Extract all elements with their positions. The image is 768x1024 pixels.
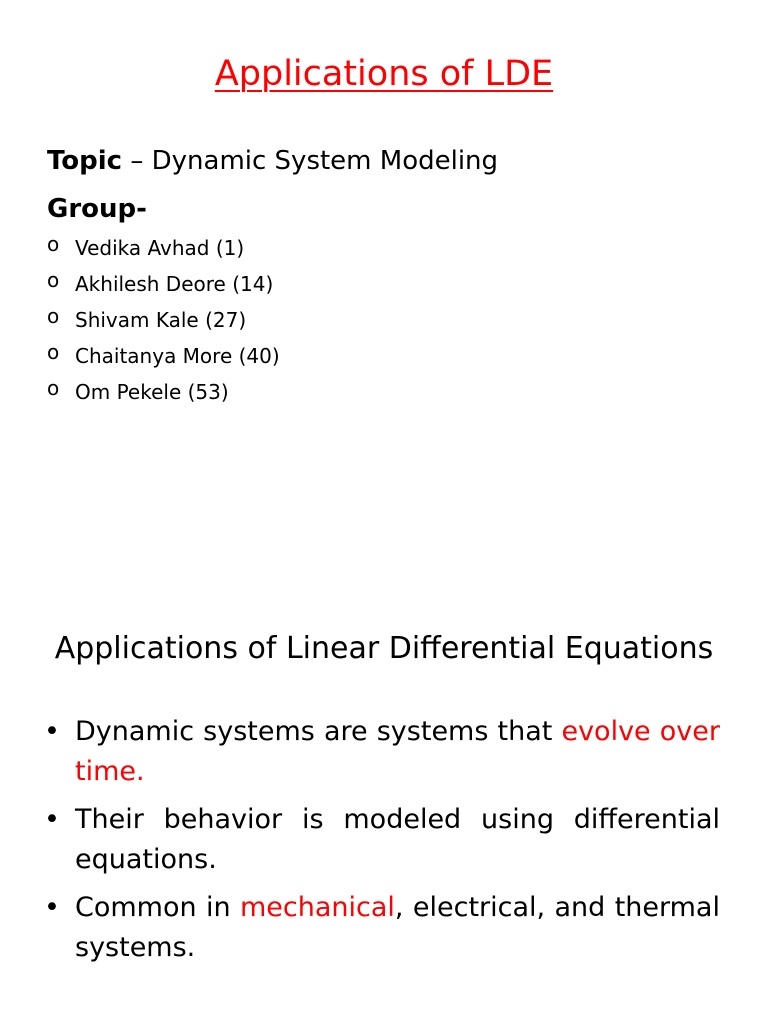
- bullet-point: [44, 888, 720, 968]
- point-text: Their behavior is modeled using differential equations.: [75, 804, 720, 875]
- member-item: [47, 232, 280, 268]
- point-highlight: evolve over time.: [75, 716, 720, 787]
- group-label: Group-: [47, 194, 147, 224]
- member-item: [47, 304, 280, 340]
- topic-label: Topic: [47, 146, 123, 176]
- topic-value: Dynamic System Modeling: [151, 146, 499, 176]
- point-text: Common in: [75, 892, 240, 923]
- bullet-point: [44, 800, 720, 880]
- point-text: , electrical, and thermal systems.: [75, 892, 720, 963]
- member-name: Akhilesh Deore (14): [75, 272, 274, 296]
- circle-bullet-icon: o: [47, 232, 60, 256]
- bullet-point-list: [44, 712, 720, 976]
- circle-bullet-icon: o: [47, 268, 60, 292]
- topic-line: [47, 143, 498, 179]
- circle-bullet-icon: o: [47, 376, 60, 400]
- member-name: Om Pekele (53): [75, 380, 229, 404]
- point-text: Dynamic systems are systems that: [75, 716, 562, 747]
- point-highlight: mechanical: [240, 892, 395, 923]
- topic-dash: –: [122, 146, 152, 176]
- member-name: Vedika Avhad (1): [75, 236, 245, 260]
- member-item: [47, 268, 280, 304]
- member-list: [47, 232, 280, 412]
- bullet-dot-icon: •: [44, 892, 60, 923]
- slide-title: Applications of Linear Differential Equations: [54, 631, 714, 666]
- bullet-dot-icon: •: [44, 716, 60, 747]
- bullet-dot-icon: •: [44, 804, 60, 835]
- circle-bullet-icon: o: [47, 304, 60, 328]
- member-name: Shivam Kale (27): [75, 308, 247, 332]
- bullet-point: [44, 712, 720, 792]
- member-name: Chaitanya More (40): [75, 344, 280, 368]
- slide-2: [0, 512, 768, 1024]
- member-item: [47, 340, 280, 376]
- slide-title: Applications of LDE: [214, 54, 554, 94]
- member-item: [47, 376, 280, 412]
- circle-bullet-icon: o: [47, 340, 60, 364]
